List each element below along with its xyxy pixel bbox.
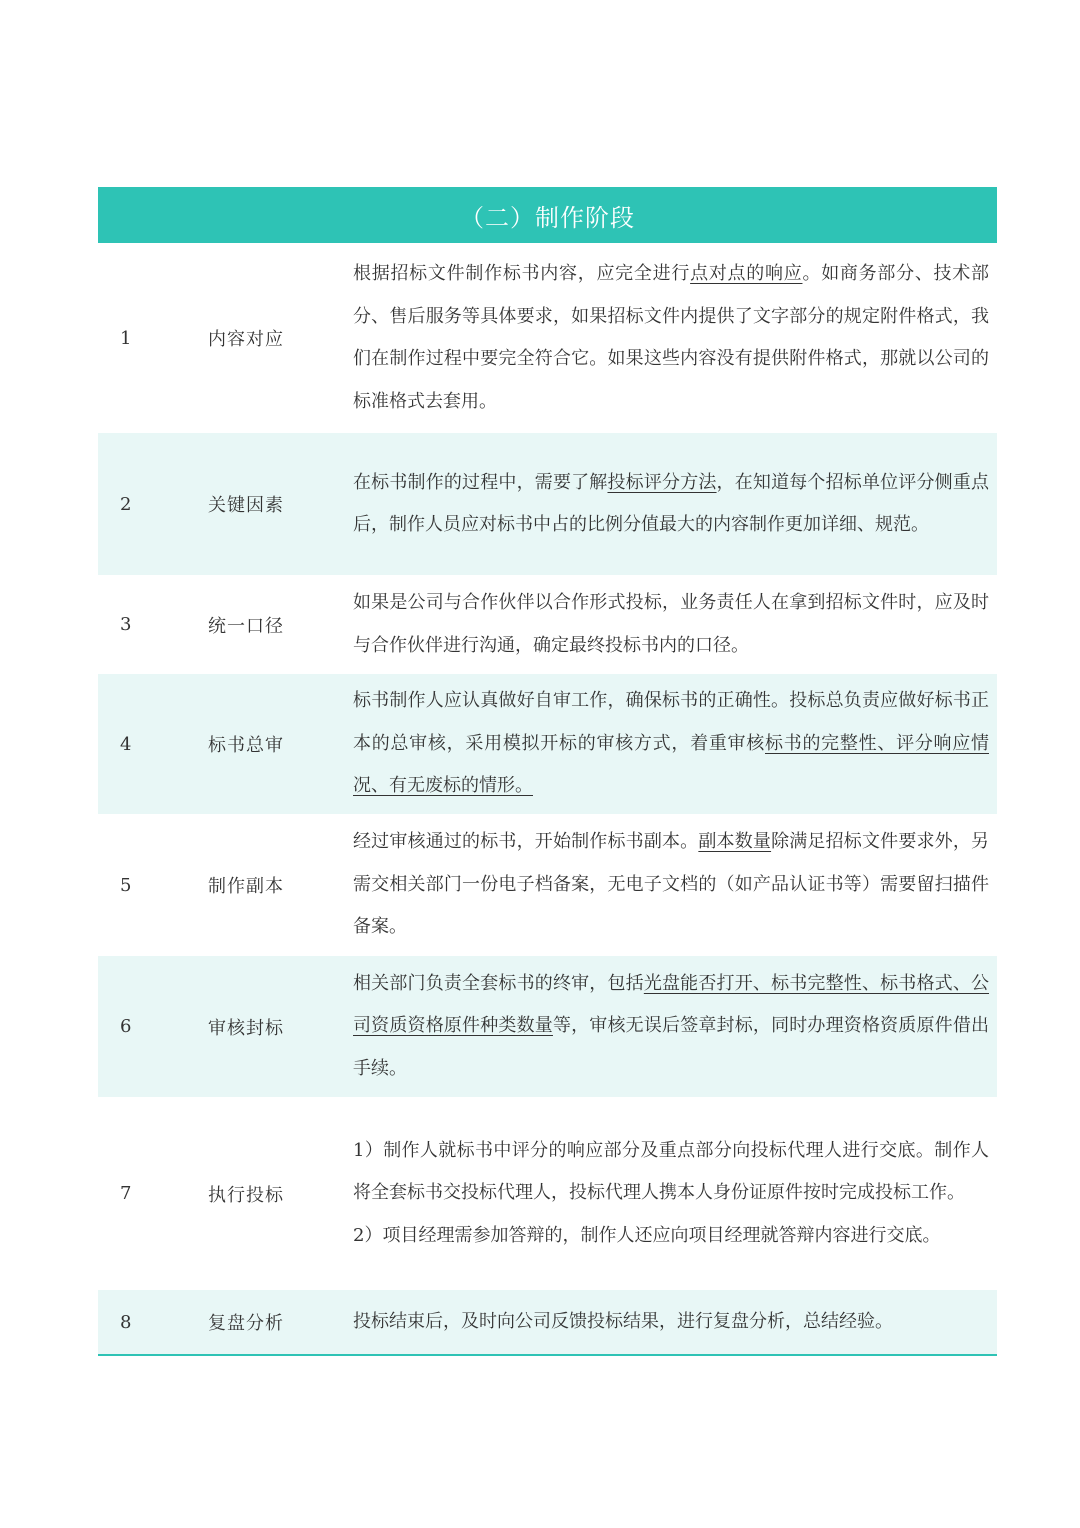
row-name: 内容对应 — [208, 329, 284, 350]
emphasis-text: 标书的完整性、评分响应情况、有无废标的情形。 — [353, 732, 989, 797]
row-number: 1 — [120, 327, 132, 349]
table-row — [98, 433, 997, 575]
description-text: 除满足招标文件要求外，另需交相关部门一份电子档备案，无电子文档的（如产品认证书等）需要留扫描件备案。 — [353, 831, 990, 938]
description-text: 。如商务部分、技术部分、售后服务等具体要求，如果招标文件内提供了文字部分的规定附件格式，我们在制作过程中要完全符合它。如果这些内容没有提供附件格式，那就以公司的标准格式去套用。 — [353, 263, 990, 412]
row-number: 2 — [120, 493, 132, 515]
description-text: 2）项目经理需参加答辩的，制作人还应向项目经理就答辩内容进行交底。 — [353, 1224, 941, 1246]
table-row — [98, 1097, 997, 1290]
description-text: 投标结束后，及时向公司反馈投标结果，进行复盘分析，总结经验。 — [353, 1310, 893, 1332]
table-row — [98, 814, 997, 956]
description-text: 如果是公司与合作伙伴以合作形式投标，业务责任人在拿到招标文件时，应及时与合作伙伴进行沟通，确定最终投标书内的口径。 — [353, 592, 989, 656]
row-number: 3 — [120, 614, 132, 635]
row-number: 5 — [120, 874, 132, 896]
table-row — [98, 575, 997, 674]
row-description — [353, 1301, 997, 1344]
row-name: 执行投标 — [208, 1184, 284, 1206]
row-number: 8 — [120, 1311, 132, 1333]
table-row — [98, 674, 997, 814]
row-description — [353, 963, 997, 1091]
row-description — [353, 821, 997, 949]
description-text: ，在知道每个招标单位评分侧重点后，制作人员应对标书中占的比例分值最大的内容制作更加详细、规范。 — [353, 471, 990, 535]
row-number: 7 — [120, 1183, 132, 1204]
description-text: 经过审核通过的标书，开始制作标书副本。 — [353, 831, 699, 853]
row-description — [353, 462, 997, 547]
stage-table — [98, 187, 997, 1356]
row-name: 统一口径 — [208, 615, 284, 637]
row-name: 复盘分析 — [208, 1313, 284, 1334]
table-row — [98, 956, 997, 1097]
description-text: 在标书制作的过程中，需要了解 — [353, 471, 608, 493]
row-number: 6 — [120, 1016, 132, 1037]
row-number: 4 — [120, 733, 132, 755]
description-text: 等，审核无误后签章封标，同时办理资格资质原件借出手续。 — [353, 1015, 990, 1079]
section-title: （二）制作阶段 — [98, 187, 997, 243]
row-description — [353, 680, 997, 808]
description-text: 根据招标文件制作标书内容，应完全进行 — [353, 263, 691, 284]
emphasis-text: 光盘能否打开、标书完整性、标书格式、公司资质资格原件种类数量 — [353, 972, 990, 1037]
description-text: 相关部门负责全套标书的终审，包括 — [353, 972, 644, 994]
row-description — [353, 582, 997, 667]
row-name: 标书总审 — [208, 735, 284, 756]
description-text: 标书制作人应认真做好自审工作，确保标书的正确性。投标总负责应做好标书正本的总审核，采用模拟开标的审核方式，着重审核 — [353, 690, 989, 754]
description-text: 1）制作人就标书中评分的响应部分及重点部分向投标代理人进行交底。制作人将全套标书交投标代理人，投标代理人携本人身份证原件按时完成投标工作。 — [353, 1139, 989, 1204]
row-description — [353, 1130, 997, 1258]
table-row — [98, 1290, 997, 1354]
row-name: 制作副本 — [208, 876, 284, 897]
table-row — [98, 243, 997, 433]
emphasis-text: 副本数量 — [698, 831, 772, 853]
row-name: 关键因素 — [208, 495, 284, 516]
emphasis-text: 投标评分方法 — [607, 471, 717, 493]
row-description — [353, 253, 997, 423]
table-bottom-border — [98, 1354, 997, 1356]
row-name: 审核封标 — [208, 1017, 284, 1039]
emphasis-text: 点对点的响应 — [690, 263, 803, 284]
